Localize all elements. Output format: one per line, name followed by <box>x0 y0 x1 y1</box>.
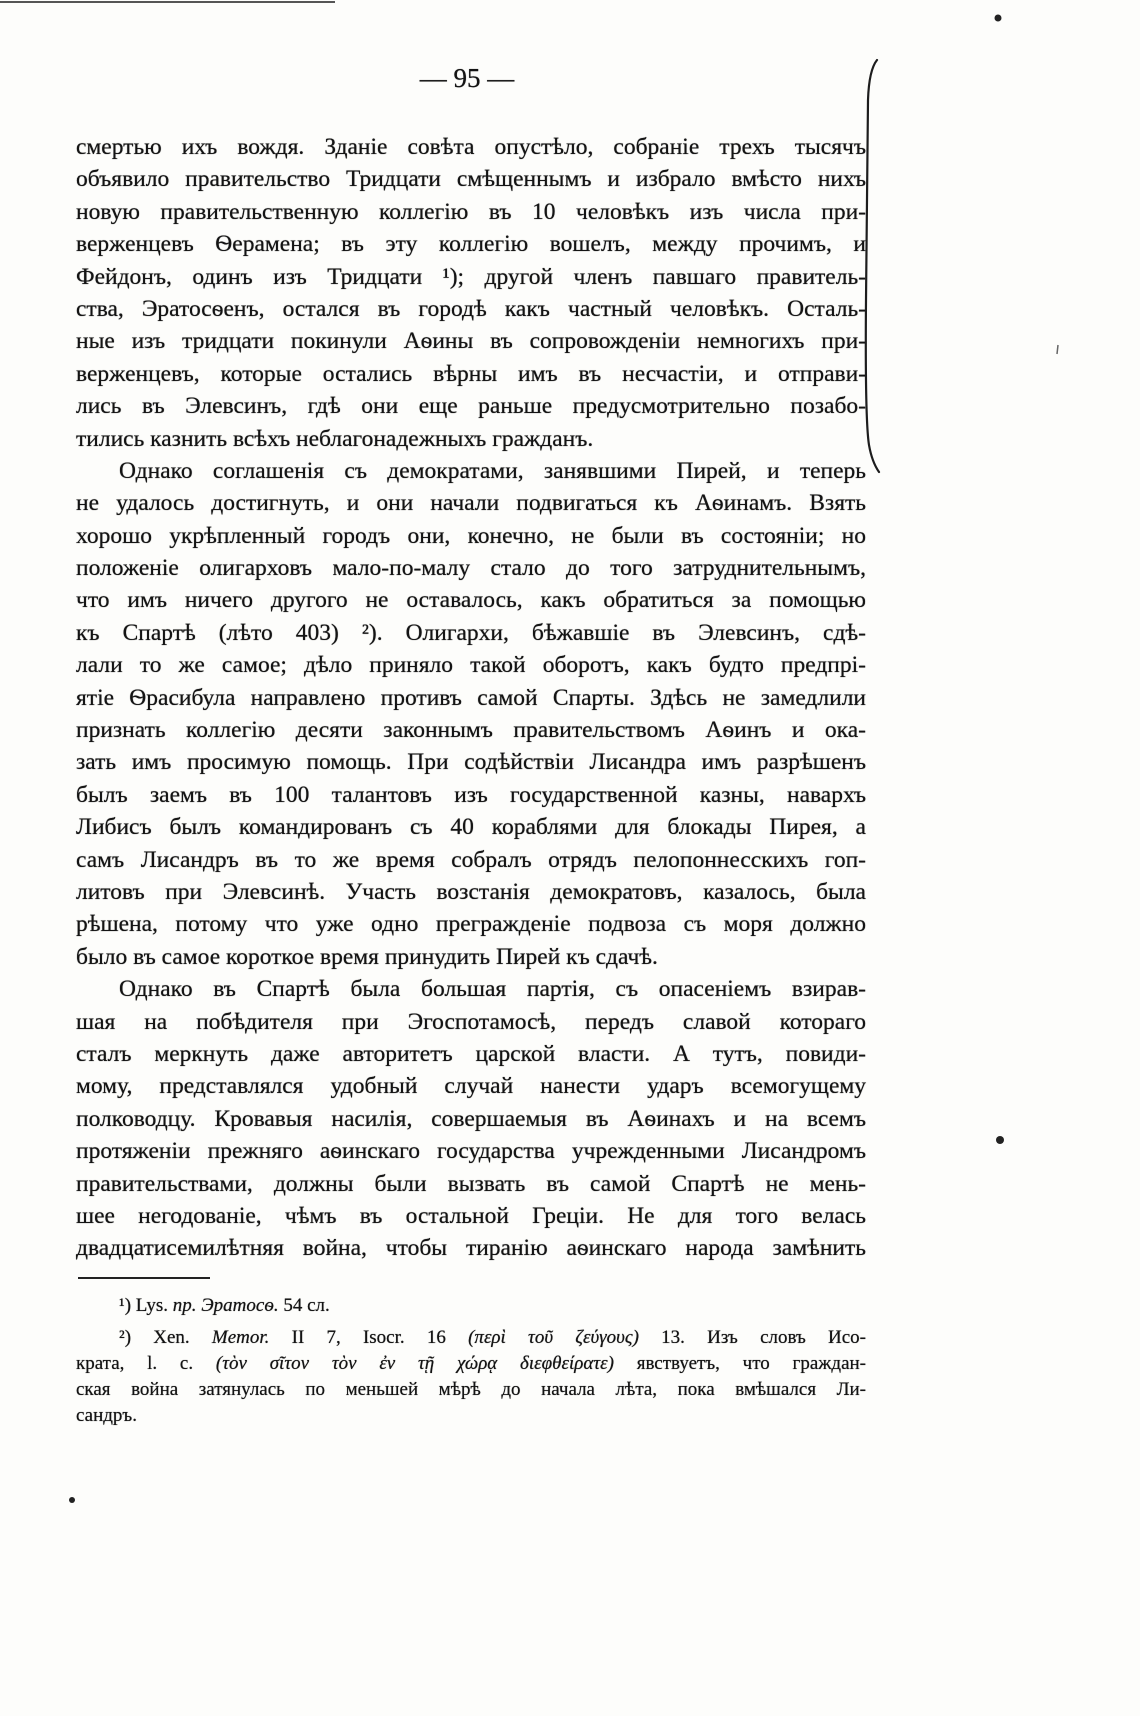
text-line: Однако соглашенія съ демократами, занявшими Пирей, и теперь <box>119 457 866 484</box>
text-line: протяженіи прежняго аѳинскаго государства учрежденными Лисандромъ <box>76 1138 866 1165</box>
footnote-text: II 7, Isocr. 16 <box>269 1327 469 1348</box>
text-line: ятіе Ѳрасибула направлено противъ самой Спарты. Здѣсь не замедлили <box>76 684 866 711</box>
text-line: лись въ Элевсинъ, гдѣ они еще раньше предусмотрительно позабо- <box>76 393 866 420</box>
text-line: былъ заемъ въ 100 талантовъ изъ государственной казны, навархъ <box>76 781 866 808</box>
text-line: къ Спартѣ (лѣто 403) ²). Олигархи, бѣжавшіе въ Элевсинъ, сдѣ- <box>76 619 866 646</box>
text-line: новую правительственную коллегію въ 10 человѣкъ изъ числа при- <box>76 198 866 225</box>
text-line: смертью ихъ вождя. Зданіе совѣта опустѣло, собраніе трехъ тысячъ <box>76 134 866 160</box>
footnote-text: ская война затянулась по меньшей мѣрѣ до начала лѣта, пока вмѣшался Ли- <box>76 1379 866 1400</box>
text-line: полководцу. Кровавыя насилія, совершаемыя въ Аѳинахъ и на всемъ <box>76 1105 866 1132</box>
footnote-text: ¹) Lys. <box>119 1295 173 1316</box>
text-line: лали то же самое; дѣло приняло такой оборотъ, какъ будто предпрі- <box>76 652 866 679</box>
text-line: рѣшена, потому что уже одно прегражденіе подвоза съ моря должно <box>76 911 866 938</box>
footnote-citation-italic: пр. Эратосѳ. <box>172 1295 279 1316</box>
text-line: тились казнить всѣхъ неблагонадежныхъ гражданъ. <box>76 425 594 452</box>
footnote-rule <box>78 1277 210 1279</box>
footnotes <box>76 1293 866 1429</box>
text-line: Либисъ былъ командированъ съ 40 кораблями для блокады Пирея, а <box>76 814 866 841</box>
ink-speck <box>995 15 1002 22</box>
footnote-text: сандръ. <box>76 1405 138 1426</box>
ink-speck <box>1057 345 1058 354</box>
text-line: признать коллегію десяти законнымъ правительствомъ Аѳинъ и ока- <box>76 717 866 744</box>
text-line: ные изъ тридцати покинули Аѳины въ сопровожденіи немногихъ при- <box>76 328 866 355</box>
text-line: верженцевъ, которые остались вѣрны имъ въ несчастіи, и отправи- <box>76 360 866 387</box>
text-line: не удалось достигнуть, и они начали подвигаться къ Аѳинамъ. Взять <box>76 490 866 517</box>
text-line: шее негодованіе, чѣмъ въ остальной Греціи. Не для того велась <box>76 1202 866 1229</box>
footnote-citation-italic: Memor. <box>211 1327 270 1348</box>
footnote-text: 13. Изъ словъ Исо- <box>638 1327 867 1348</box>
footnote-line <box>76 1403 866 1429</box>
text-line: верженцевъ Ѳерамена; въ эту коллегію вошелъ, между прочимъ, и <box>76 231 866 258</box>
text-line: двадцатисемилѣтняя война, чтобы тиранію аѳинскаго народа замѣнить <box>76 1235 866 1262</box>
text-line: объявило правительство Тридцати смѣщеннымъ и избрало вмѣсто нихъ <box>76 166 866 193</box>
footnote-line <box>76 1325 866 1351</box>
text-line: положеніе олигарховъ мало-по-малу стало до того затруднительнымъ, <box>76 555 866 582</box>
footnote-text: крата, l. c. <box>76 1353 216 1374</box>
text-line: ства, Эратосѳенъ, остался въ городѣ какъ частный человѣкъ. Осталь- <box>76 295 866 322</box>
footnote-greek-italic: (περὶ τοῦ ζεύγους) <box>468 1327 639 1348</box>
text-line: шая на побѣдителя при Эгоспотамосѣ, передъ славой котораго <box>76 1008 866 1035</box>
text-line: зать имъ просимую помощь. При содѣйствіи Лисандра имъ разрѣшенъ <box>76 749 866 776</box>
margin-pen-line <box>866 60 879 472</box>
text-line: было въ самое короткое время принудить Пирей къ сдачѣ. <box>76 943 658 970</box>
text-line: Однако въ Спартѣ была большая партія, съ опасеніемъ взирав- <box>119 976 866 1003</box>
text-line: сталъ меркнуть даже авторитетъ царской власти. А тутъ, повиди- <box>76 1040 866 1067</box>
footnote-1 <box>76 1293 866 1319</box>
footnote-line <box>76 1293 866 1319</box>
text-line: литовъ при Элевсинѣ. Участь возстанія демократовъ, казалось, была <box>76 878 866 905</box>
text-line: Фейдонъ, одинъ изъ Тридцати ¹); другой членъ павшаго правитель- <box>76 263 866 290</box>
paragraph-3 <box>76 973 866 1265</box>
footnote-text: 54 сл. <box>278 1295 330 1316</box>
footnote-text: ²) Xen. <box>119 1327 212 1348</box>
footnote-text: явствуетъ, что граждан- <box>613 1353 866 1374</box>
footnote-line <box>76 1377 866 1403</box>
footnote-greek-italic: (τὸν σῖτον τὸν ἐν τῇ χώρᾳ διεφθείρατε) <box>215 1353 614 1374</box>
footnote-2 <box>76 1325 866 1429</box>
footnote-line <box>76 1351 866 1377</box>
text-line: мому, представлялся удобный случай нанести ударъ всемогущему <box>76 1073 866 1100</box>
page-number: — 95 — <box>419 63 515 93</box>
text-line: правительствами, должны были вызвать въ самой Спартѣ не мень- <box>76 1170 866 1197</box>
paragraph-2 <box>76 455 866 973</box>
text-line: что имъ ничего другого не оставалось, какъ обратиться за помощью <box>76 587 866 614</box>
paragraph-1 <box>76 131 866 455</box>
text-line: самъ Лисандръ въ то же время собралъ отрядъ пелопоннесскихъ гоп- <box>76 846 866 873</box>
ink-speck <box>996 1136 1004 1144</box>
main-text <box>76 131 866 1265</box>
text-line: хорошо укрѣпленный городъ они, конечно, не были въ состояніи; но <box>76 522 866 549</box>
ink-speck <box>69 1497 75 1503</box>
